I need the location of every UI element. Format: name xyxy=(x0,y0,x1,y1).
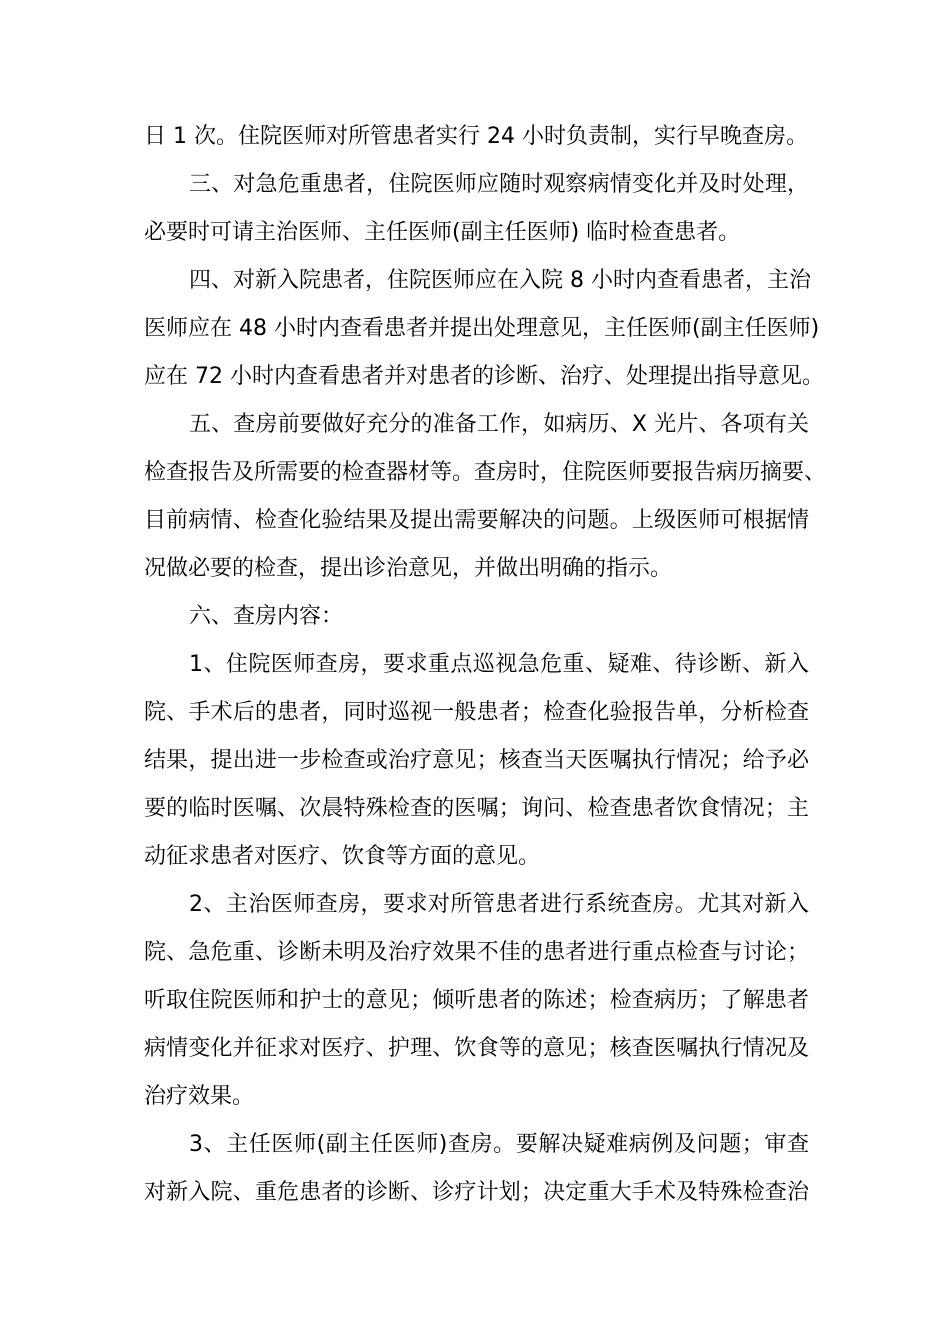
text-line: 日 1 次。住院医师对所管患者实行 24 小时负责制，实行早晚查房。 xyxy=(144,124,808,149)
text-line: 病情变化并征求对医疗、护理、饮食等的意见；核查医嘱执行情况及 xyxy=(144,1036,809,1061)
text-line: 医师应在 48 小时内查看患者并提出处理意见，主任医师(副主任医师) xyxy=(144,316,820,341)
text-line: 动征求患者对医疗、饮食等方面的意见。 xyxy=(144,844,541,869)
text-line: 院、急危重、诊断未明及治疗效果不佳的患者进行重点检查与讨论； xyxy=(144,940,809,965)
text-line: 治疗效果。 xyxy=(144,1084,255,1109)
section-heading: 六、查房内容： xyxy=(189,604,344,629)
text-line: 检查报告及所需要的检查器材等。查房时，住院医师要报告病历摘要、 xyxy=(144,460,827,485)
text-line: 必要时可请主治医师、主任医师(副主任医师) 临时检查患者。 xyxy=(144,220,741,245)
text-line: 况做必要的检查，提出诊治意见，并做出明确的指示。 xyxy=(144,556,673,581)
text-line: 院、手术后的患者，同时巡视一般患者；检查化验报告单，分析检查 xyxy=(144,700,809,725)
paragraph-start-line: 五、查房前要做好充分的准备工作，如病历、X 光片、各项有关 xyxy=(189,412,809,437)
text-line: 听取住院医师和护士的意见；倾听患者的陈述；检查病历；了解患者 xyxy=(144,988,809,1013)
paragraph-start-line: 三、对急危重患者，住院医师应随时观察病情变化并及时处理， xyxy=(189,172,809,197)
text-line: 要的临时医嘱、次晨特殊检查的医嘱；询问、检查患者饮食情况；主 xyxy=(144,796,809,821)
paragraph-start-line: 3、主任医师(副主任医师)查房。要解决疑难病例及问题；审查 xyxy=(189,1132,809,1157)
paragraph-start-line: 2、主治医师查房，要求对所管患者进行系统查房。尤其对新入 xyxy=(189,892,809,917)
paragraph-start-line: 1、住院医师查房，要求重点巡视急危重、疑难、待诊断、新入 xyxy=(189,652,809,677)
text-line: 对新入院、重危患者的诊断、诊疗计划；决定重大手术及特殊检查治 xyxy=(144,1180,809,1205)
text-line: 目前病情、检查化验结果及提出需要解决的问题。上级医师可根据情 xyxy=(144,508,809,533)
paragraph-start-line: 四、对新入院患者，住院医师应在入院 8 小时内查看患者，主治 xyxy=(189,268,811,293)
text-line: 结果，提出进一步检查或治疗意见；核查当天医嘱执行情况；给予必 xyxy=(144,748,809,773)
text-line: 应在 72 小时内查看患者并对患者的诊断、治疗、处理提出指导意见。 xyxy=(144,364,824,389)
